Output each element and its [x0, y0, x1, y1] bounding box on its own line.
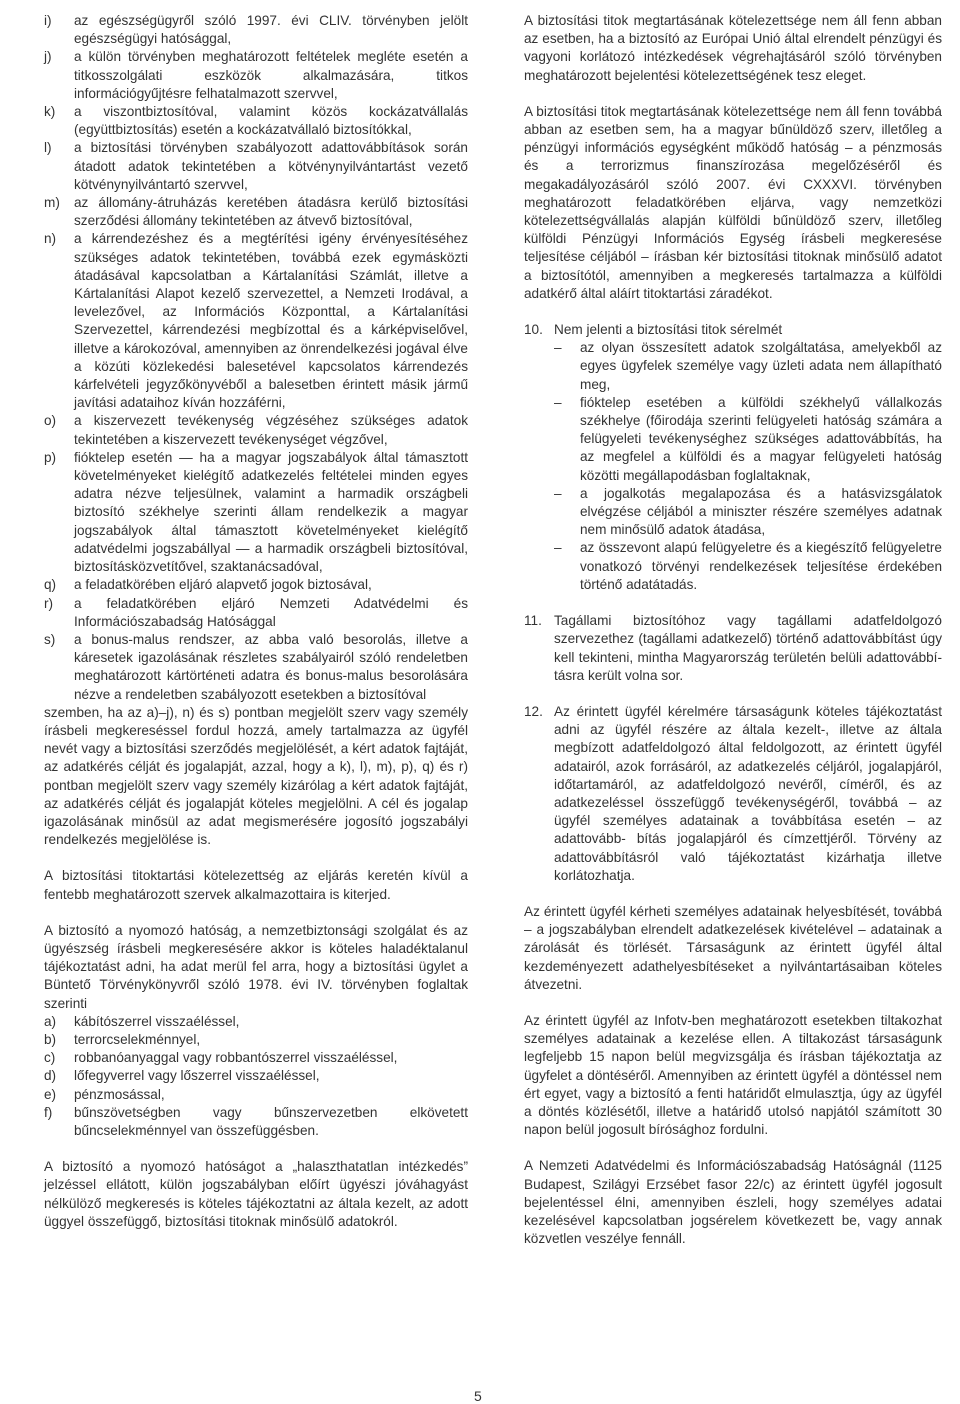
- item-text: lőfegyverrel vagy lőszerrel visszaéléssel,: [74, 1068, 320, 1084]
- list-item: [44, 576, 468, 594]
- list-item: [44, 412, 468, 448]
- item-label: j): [44, 49, 52, 65]
- list-item: [44, 595, 468, 631]
- item-label: e): [44, 1086, 57, 1102]
- item-label: q): [44, 577, 57, 593]
- paragraph-request-conditions: szemben, ha az a)–j), n) és s) pontban megjelölt szerv vagy személy írásbeli megkereséssel fordul hozzá, amely tartalmazza az ügyfél nevét vagy a biztosítási szerződés megjelölését, a kért adatok fajtáját, az adatkérés célját és jogalapját, azzal, hogy a k), l), m), p), q) és r) pontban megjelölt szerv vagy személy kizárólag a kért adatok fajtáját, az adatkérés célját és jogalapját köteles megjelölni. A cél és jogalap igazolásának minősül az adat megismerésére jogosító jogszabályi rendelkezés megjelölése is.: [44, 704, 468, 848]
- list-item: [554, 485, 942, 540]
- page-number: 5: [474, 1388, 482, 1404]
- item-text: bűnszövetségben vagy bűnszervezetben elkövetett bűncselekménnyel van összefüggésben.: [74, 1104, 468, 1138]
- item-label: b): [44, 1031, 57, 1047]
- item-text: az olyan összesített adatok szolgáltatása, amelyekből az egyes ügyfelek személye vagy üzleti adata nem állapítható meg,: [580, 340, 942, 392]
- exception-list: [554, 339, 942, 594]
- list-item: [44, 1067, 468, 1085]
- section-10: [524, 321, 942, 594]
- item-text: az összevont alapú felügyeletre és a kiegészítő felügyeletre vonatkozó törvényi rendelkezések teljesítése érdekében történő adatátadás.: [580, 540, 942, 592]
- item-text: a viszontbiztosítóval, valamint közös kockázatvállalás (együttbiztosítás) esetén a kockázatvállaló biztosítókkal,: [74, 104, 468, 138]
- item-text: kábítószerrel visszaéléssel,: [74, 1013, 240, 1029]
- list-item: [44, 1104, 468, 1140]
- list-item: [554, 339, 942, 394]
- left-column: [44, 12, 468, 1231]
- item-label: l): [44, 140, 52, 156]
- dash-marker: –: [554, 540, 562, 556]
- item-label: n): [44, 231, 57, 247]
- item-label: a): [44, 1013, 57, 1029]
- list-item: [44, 449, 468, 576]
- provision-list-offences: [44, 1013, 468, 1140]
- item-label: p): [44, 449, 57, 465]
- list-item: [44, 1031, 468, 1049]
- item-label: k): [44, 104, 56, 120]
- item-text: fióktelep esetében a külföldi székhelyű vállalkozás székhelye (főirodája szerinti felügyeleti hatóság számára a felügyeleti tevékenységhez szükséges adattovábbítás, ha az megfelel a külföldi és a magyar felügyeleti hatóság közötti megállapodásban foglaltaknak,: [580, 394, 942, 483]
- dash-marker: –: [554, 485, 562, 501]
- section-number: 10.: [524, 322, 543, 338]
- paragraph-eu-restrictions: A biztosítási titok megtartásának kötelezettsége nem áll fenn abban az esetben, ha a biztosító az Európai Unió által elrendelt pénzügyi és vagyoni korlátozó intézkedések végrehajtásáról szóló törvényben meghatározott bejelentési kötelezettségének tesz eleget.: [524, 13, 942, 83]
- list-item: [44, 230, 468, 412]
- item-text: terrorcselekménnyel,: [74, 1031, 201, 1047]
- list-item: [44, 194, 468, 230]
- item-label: s): [44, 631, 56, 647]
- section-intro: Nem jelenti a biztosítási titok sérelmét: [554, 322, 783, 338]
- item-label: d): [44, 1068, 57, 1084]
- item-label: f): [44, 1104, 53, 1120]
- paragraph-authority: A Nemzeti Adatvédelmi és Információszabadság Hatóságnál (1125 Budapest, Szilágyi Erzsébet fasor 22/c) az érintett ügyfél jogosult bejelentéssel élni, amennyiben észleli, hogy személyes adatai kezelésével kapcsolatban jogsérelem következett be, vagy annak közvetlen veszélye fennáll.: [524, 1158, 942, 1247]
- item-text: a feladatkörében eljáró Nemzeti Adatvédelmi és Információszabadság Hatósággal: [74, 595, 468, 629]
- list-item: [44, 48, 468, 103]
- item-text: a feladatkörében eljáró alapvető jogok biztosával,: [74, 577, 372, 593]
- provision-list-recipients: [44, 12, 468, 704]
- list-item: [44, 12, 468, 48]
- item-text: pénzmosással,: [74, 1086, 165, 1102]
- paragraph-confidentiality-scope: A biztosítási titoktartási kötelezettség az eljárás keretén kívül a fentebb meghatározott szervek alkalmazottaira is kiterjed.: [44, 868, 468, 902]
- item-text: a külön törvényben meghatározott feltételek megléte esetén a titkosszolgálati eszközök alkalmazására, titkos információgyűjtésre felhatalmazott szervvel,: [74, 49, 468, 101]
- dash-marker: –: [554, 340, 562, 356]
- list-item: [44, 631, 468, 704]
- section-text: Az érintett ügyfél kérelmére társaságunk köteles tájékoztatást adni az ügyfél részére az általa kezelt-, illetve az általa megbízott adatfeldolgozó által feldolgozott, az érintett ügyfél adatairól, azok forrásáról, az adatkezelés céljáról, jogalapjáról, időtartamáról, az adatfeldolgozó nevéről, címéről, és az adatkezeléssel összefüggő tevékenységéről, továbbá – az ügyfél személyes adatainak a továbbítása esetén – az adattovább- bítás jogalapjáról és címzettjéről. Törvény az adattovábbításról való tájékoztatást kizárhatja illetve korlátozhatja.: [554, 703, 942, 883]
- paragraph-investigation-notice: A biztosító a nyomozó hatóság, a nemzetbiztonsági szolgálat és az ügyészség írásbeli megkeresésére akkor is köteles haladéktalanul tájékoztatást adni, ha adat merül fel arra, hogy a biztosítási ügylet a Büntető Törvénykönyvről szóló 1978. évi IV. törvényben foglaltak szerinti: [44, 922, 468, 1011]
- item-label: m): [44, 195, 60, 211]
- section-number: 12.: [524, 703, 543, 719]
- item-label: c): [44, 1050, 56, 1066]
- item-text: fióktelep esetén — ha a magyar jogszabályok által támasztott követelményeket kielégítő adatkezelés feltételei minden egyes adatra nézve teljesülnek, valamint a harmadik országbeli biztosító székhelye szerinti állam rendelkezik a magyar jogszabályok által támasztott követelményeket kielégítő adatvédelmi jogszabállyal — a harmadik országbeli biztosítóval, biztosításközvetítővel, szaktanácsadóval,: [74, 449, 468, 575]
- section-11: [524, 612, 942, 685]
- section-12: [524, 703, 942, 885]
- item-text: a biztosítási törvényben szabályozott adattovábbítások során átadott adatok tekintetében a kötvénynyilvántartást vezető kötvénynyilvántartó szervvel,: [74, 140, 468, 192]
- list-item: [44, 1013, 468, 1031]
- paragraph-objection: Az érintett ügyfél az Infotv-ben meghatározott esetekben tiltakozhat személyes adatainak a kezelése ellen. A tiltakozást társaságunk legfeljebb 15 napon belül megvizsgálja és írásban tájékoztatja az ügyfelet a döntéséről. Amennyiben az érintett ügyfél a döntéssel nem ért egyet, vagy a biztosító a fenti határidőt elmulasztja, úgy az ügyfél a döntés közlésétől, illetve a határidő utolsó napjától számított 30 napon belül jogosult bírósághoz fordulni.: [524, 1012, 942, 1138]
- item-text: a kiszervezett tevékenység végzéséhez szükséges adatok tekintetében a kiszervezett tevékenységet végzővel,: [74, 413, 468, 447]
- list-item: [554, 539, 942, 594]
- item-text: robbanóanyaggal vagy robbantószerrel visszaéléssel,: [74, 1050, 398, 1066]
- list-item: [554, 394, 942, 485]
- item-label: i): [44, 13, 52, 28]
- paragraph-rectification: Az érintett ügyfél kérheti személyes adatainak helyesbítését, továbbá – a jogszabályban elrendelt adatkezelések kivételével – adatainak a zárolását és törlését. Társaságunk az érintett ügyfél által kezdeményezett adathelyesbítéseket a nyilvántartásaiban köteles átvezetni.: [524, 903, 942, 992]
- section-number: 11.: [524, 613, 542, 629]
- list-item: [44, 1049, 468, 1067]
- paragraph-money-laundering: A biztosítási titok megtartásának kötelezettsége nem áll fenn továbbá abban az esetben sem, ha a magyar bűnüldöző szerv, illetőleg a pénzügyi információs egységként működő hatóság – a pénzmosás és a terrorizmus finanszírozása megelőzéséről és megakadályozásáról szóló 2007. évi CXXXVI. törvényben meghatározott feladatkörében eljárva, vagy nemzetközi kötelezettségvállalás alapján külföldi bűnüldöző szerv, illetőleg külföldi Pénzügyi Információs Egység írásbeli megkeresése teljesítése céljából – írásban kér biztosítási titoknak minősülő adatot a biztosítótól, amennyiben a megkeresés tartalmazza a külföldi adatkérő által aláírt titoktartási záradékot.: [524, 103, 942, 301]
- item-text: a bonus-malus rendszer, az abba való besorolás, illetve a káresetek igazolásának részletes szabályairól szóló rendeletben meghatározott kártörténeti adatra és bonus-malus besorolására nézve a rendeletben szabályozott esetekben a biztosítóval: [74, 631, 468, 702]
- list-item: [44, 1086, 468, 1104]
- item-text: a jogalkotás megalapozása és a hatásvizsgálatok elvégzése céljából a miniszter részére személyes adatnak nem minősülő adatok átadása,: [580, 485, 942, 538]
- item-text: az egészségügyről szóló 1997. évi CLIV. törvényben jelölt egészségügyi hatósággal,: [74, 13, 468, 47]
- item-label: r): [44, 595, 54, 611]
- list-item: [44, 103, 468, 139]
- item-label: o): [44, 413, 57, 429]
- dash-marker: –: [554, 394, 562, 410]
- right-column: [524, 12, 942, 1248]
- list-item: [44, 139, 468, 194]
- item-text: az állomány-átruházás keretében átadásra kerülő biztosítási szerződési állomány tekintetében az átvevő biztosítóval,: [74, 195, 468, 229]
- item-text: a kárrendezéshez és a megtérítési igény érvényesítéséhez szükséges adatok tekintetében, továbbá ezek egymásközti átadásával kapcsolatban a Kártalanítási Számlát, illetve a Kártalanítási Alapot kezelő szervezettel, a Nemzeti Irodával, a levelezővel, az Információs Központtal, a Kártalanítási Szervezettel, kárrendezési megbízottal és a kárképviselővel, illetve a károkozóval, amennyiben az önrendelkezési jogával élve a közúti közlekedési balesetével kapcsolatos kárrendezés kárfelvételi jegyzőkönyvéből a balesetben érintett másik jármű javítási adataihoz kíván hozzáférni,: [74, 231, 468, 411]
- paragraph-urgent-measure: A biztosító a nyomozó hatóságot a „halaszthatatlan intézkedés” jelzéssel ellátott, külön jogszabályban előírt ügyészi jóváhagyást nélkülöző megkeresés is köteles tájékoztatni az általa kezelt, az adott üggyel összefüggő, biztosítási titoknak minősülő adatokról.: [44, 1159, 468, 1229]
- section-text: Tagállami biztosítóhoz vagy tagállami adatfeldolgozó szervezethez (tagállami adatkezelő) történő adattovábbítást úgy kell tekinteni, mintha Magyarország területén belüli adattovábbí-tásra került volna sor.: [554, 613, 942, 683]
